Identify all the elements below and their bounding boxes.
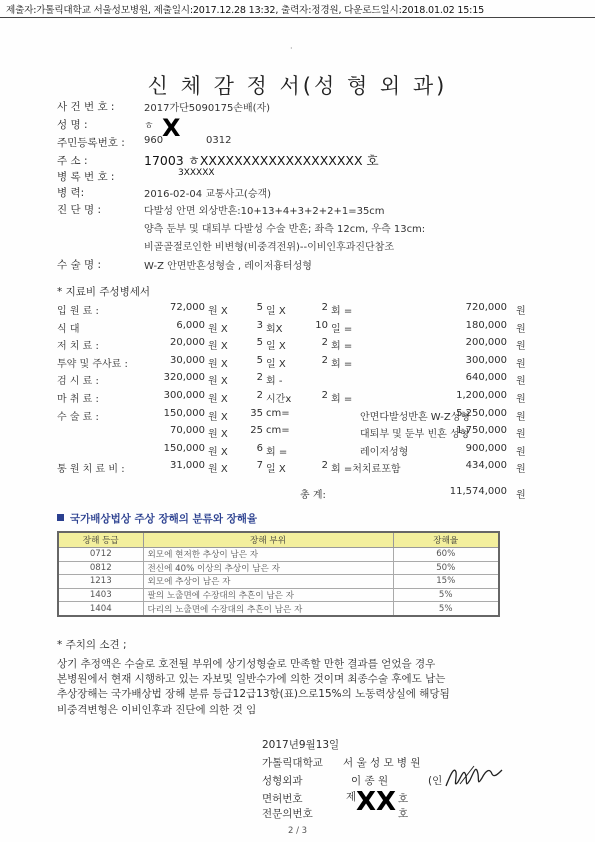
fee-t: 2: [321, 354, 328, 366]
fee-q: 25: [250, 425, 263, 437]
document-title: 신 체 감 정 서(성 형 외 과): [147, 74, 448, 98]
fee-u1: 원 X: [208, 446, 228, 458]
opinion-line: 추상장해는 국가배상법 장해 분류 등급12급13항(표)으로15%의 노동력상실에 해당됨: [57, 688, 450, 700]
address-label: 주 소 :: [57, 155, 88, 167]
fee-t: 2: [321, 390, 328, 401]
cell-site: 팔의 노출면에 수장대의 추흔이 남은 자: [143, 588, 393, 602]
fee-q: 7: [256, 460, 263, 472]
fee-label: 검 시 료 :: [57, 376, 99, 388]
fee-won: 원: [516, 323, 526, 335]
fee-u1: 원 X: [208, 341, 228, 353]
license-suffix: 호: [398, 793, 409, 805]
cell-rate: 50%: [393, 561, 499, 575]
license-redaction: XX: [356, 787, 397, 817]
fee-desc: 안면다발성반흔 W-Z성형: [360, 411, 471, 423]
fee-q: 5: [256, 302, 263, 313]
fee-total: 1,200,000: [456, 390, 507, 401]
cell-site: 전신에 40% 이상의 추상이 남은 자: [143, 561, 393, 575]
header-site: 장해 부위: [143, 532, 393, 548]
diagnosis-label: 진 단 명 :: [57, 204, 101, 216]
fee-q: 2: [256, 390, 263, 401]
fee-unit: 150,000: [163, 442, 205, 454]
cell-grade: 0712: [58, 548, 143, 562]
case-value: 2017가단5090175손배(자): [144, 103, 271, 114]
cell-grade: 1403: [58, 588, 143, 602]
dot-mark: ·: [290, 44, 293, 53]
cell-rate: 5%: [393, 588, 499, 602]
cell-rate: 60%: [393, 548, 499, 562]
table-row: [58, 588, 499, 602]
fee-label: 수 술 료 :: [57, 411, 99, 423]
table-row: [58, 575, 499, 589]
fee-u1: 원 X: [208, 323, 228, 335]
fee-unit: 31,000: [170, 460, 205, 472]
diagnosis-line: 다발성 안면 외상반흔:10+13+4+3+2+2+1=35cm: [144, 206, 385, 217]
fee-u2: 일 X: [266, 341, 286, 353]
fee-total: 300,000: [465, 354, 507, 366]
fee-won: 원: [516, 376, 526, 388]
record-value: 3XXXXX: [178, 168, 215, 178]
fee-won: 원: [516, 358, 526, 370]
fee-q: 2: [256, 372, 263, 384]
fee-unit: 70,000: [170, 425, 205, 437]
fee-total: 180,000: [465, 319, 507, 331]
fee-u2: cm=: [266, 425, 290, 437]
fee-u2: 회X: [266, 323, 283, 335]
disability-section-title: [57, 511, 257, 526]
fee-u3: 회 =: [331, 306, 353, 317]
sum-value: 11,574,000: [449, 486, 507, 497]
fee-u3: 회 =: [331, 341, 353, 353]
signature-date: 2017년9월13일: [262, 739, 340, 751]
fee-u1: 원 X: [208, 358, 228, 370]
department: 성형외과: [262, 775, 303, 787]
cell-site: 다리의 노출면에 수장대의 추흔이 남은 자: [143, 602, 393, 616]
id-label: 주민등록번호 :: [57, 137, 125, 149]
fee-total: 200,000: [465, 337, 507, 349]
fee-u1: 원 X: [208, 429, 228, 441]
fee-unit: 20,000: [170, 337, 205, 349]
fee-u3: 회 =: [331, 358, 353, 370]
fee-unit: 30,000: [170, 354, 205, 366]
fee-total: 720,000: [465, 302, 507, 313]
fee-t: 2: [321, 460, 328, 472]
fee-u2: 일 X: [266, 464, 286, 476]
fee-total: 900,000: [465, 442, 507, 454]
fee-won: 원: [516, 411, 526, 423]
fee-u2: 회 =: [266, 446, 288, 458]
fee-t: 2: [321, 302, 328, 313]
fee-q: 5: [256, 337, 263, 349]
fee-won: 원: [516, 429, 526, 441]
fee-won: 원: [516, 446, 526, 458]
fee-q: 5: [256, 354, 263, 366]
fee-u3: 회 =: [331, 394, 353, 405]
cell-rate: 5%: [393, 602, 499, 616]
table-row: [58, 602, 499, 616]
seal-mark: (인: [428, 775, 443, 787]
sum-won: 원: [516, 490, 526, 501]
fee-t: 10: [315, 319, 328, 331]
fee-u3: 회 =처치료포함: [331, 464, 401, 476]
fee-label: 입 원 료 :: [57, 306, 99, 317]
diagnosis-line: 비골골절로인한 비변형(비중격전위)--이비인후과진단참조: [144, 242, 395, 253]
fee-total: 5,250,000: [456, 407, 507, 419]
opinion-line: 비중격변형은 이비인후과 진단에 의한 것 임: [57, 704, 257, 716]
fee-q: 3: [256, 319, 263, 331]
fee-q: 35: [250, 407, 263, 419]
history-label: 병 력:: [57, 187, 85, 199]
fee-unit: 320,000: [163, 372, 205, 384]
cell-site: 외모에 추상이 남은 자: [143, 575, 393, 589]
doctor-name: 이 종 원: [351, 775, 389, 787]
fee-unit: 300,000: [163, 390, 205, 401]
fee-won: 원: [516, 394, 526, 405]
sum-label: 총 계:: [300, 490, 326, 501]
hospital-name: 서 울 성 모 병 원: [343, 757, 421, 769]
square-bullet-icon: [57, 514, 64, 521]
specialist-label: 전문의번호: [262, 808, 313, 820]
fee-unit: 6,000: [176, 319, 205, 331]
fee-u1: 원 X: [208, 464, 228, 476]
opinion-line: 상기 추정액은 수술로 호전될 부위에 상기성형술로 만족할 만한 결과를 얻었을 경우: [57, 658, 436, 670]
diagnosis-line: 양측 둔부 및 대퇴부 다발성 수술 반흔; 좌측 12cm, 우측 13cm:: [144, 224, 426, 235]
opinion-line: 본병원에서 현재 시행하고 있는 자보및 일반수가에 의한 것이며 최종수술 후에도 남는: [57, 673, 446, 685]
submission-header: 제출자:가톨릭대학교 서울성모병원, 제출일시:2017.12.28 13:32, 출력자:정경원, 다운로드일시:2018.01.02 15:15: [6, 5, 485, 16]
fee-u3: 일 =: [331, 323, 353, 335]
page-number: 2 / 3: [287, 826, 308, 836]
case-label: 사 건 번 호 :: [57, 101, 115, 113]
specialist-suffix: 호: [398, 808, 409, 820]
fee-unit: 150,000: [163, 407, 205, 419]
fee-label: 통 원 치 료 비 :: [57, 464, 125, 476]
fee-won: 원: [516, 464, 526, 476]
license-prefix: 제: [346, 791, 357, 803]
fee-desc: 레이저성형: [360, 446, 409, 458]
id-suffix: 0312: [206, 135, 232, 146]
name-value: ㅎ: [144, 121, 154, 132]
name-label: 성 명 :: [57, 119, 88, 131]
fee-won: 원: [516, 306, 526, 317]
record-label: 병 록 번 호 :: [57, 171, 115, 183]
cell-grade: 1213: [58, 575, 143, 589]
fee-unit: 72,000: [170, 302, 205, 313]
fee-t: 2: [321, 337, 328, 349]
surgery-value: W-Z 안면반흔성형술 , 레이저흉터성형: [144, 261, 312, 272]
redaction-mark: X: [162, 114, 181, 142]
opinion-heading: * 주치의 소견 ;: [57, 639, 127, 651]
cell-site: 외모에 현저한 추상이 남은 자: [143, 548, 393, 562]
fee-u2: 회 -: [266, 376, 283, 388]
fee-desc: 대퇴부 및 둔부 빈흔 성형: [360, 429, 470, 441]
fee-u2: 일 X: [266, 358, 286, 370]
header-divider: [0, 17, 595, 18]
table-header-row: [58, 532, 499, 548]
cell-grade: 0812: [58, 561, 143, 575]
history-value: 2016-02-04 교통사고(승객): [144, 189, 272, 200]
fee-total: 640,000: [465, 372, 507, 384]
handwritten-signature: [444, 758, 504, 792]
fee-u2: 일 X: [266, 306, 286, 317]
cell-rate: 15%: [393, 575, 499, 589]
fee-won: 원: [516, 341, 526, 353]
address-value: 17003 ㅎXXXXXXXXXXXXXXXXXXX 호: [144, 153, 379, 168]
fees-heading: * 지료비 주성병세서: [57, 286, 151, 298]
disability-table: [57, 531, 500, 617]
header-grade: 장해 등급: [58, 532, 143, 548]
fee-q: 6: [256, 442, 263, 454]
fee-u1: 원 X: [208, 376, 228, 388]
id-prefix: 960: [144, 135, 164, 146]
fee-u1: 원 X: [208, 411, 228, 423]
license-label: 면허번호: [262, 793, 303, 805]
cell-grade: 1404: [58, 602, 143, 616]
surgery-label: 수 술 명 :: [57, 259, 101, 271]
table-row: [58, 561, 499, 575]
fee-u2: 시간x: [266, 394, 292, 405]
fee-u1: 원 X: [208, 306, 228, 317]
fee-total: 434,000: [465, 460, 507, 472]
hospital-label: 가톨릭대학교: [262, 757, 323, 769]
header-rate: 장해율: [393, 532, 499, 548]
fee-label: 저 치 료 :: [57, 341, 99, 353]
section-title-text: 국가배상법상 주상 장해의 분류와 장해율: [70, 513, 258, 525]
fee-u2: cm=: [266, 407, 290, 419]
fee-total: 1,750,000: [456, 425, 507, 437]
fee-label: 식 대: [57, 323, 80, 335]
fee-label: 투약 및 주사료 :: [57, 358, 128, 370]
table-row: [58, 548, 499, 562]
fee-label: 마 취 료 :: [57, 394, 99, 405]
fee-u1: 원 X: [208, 394, 228, 405]
